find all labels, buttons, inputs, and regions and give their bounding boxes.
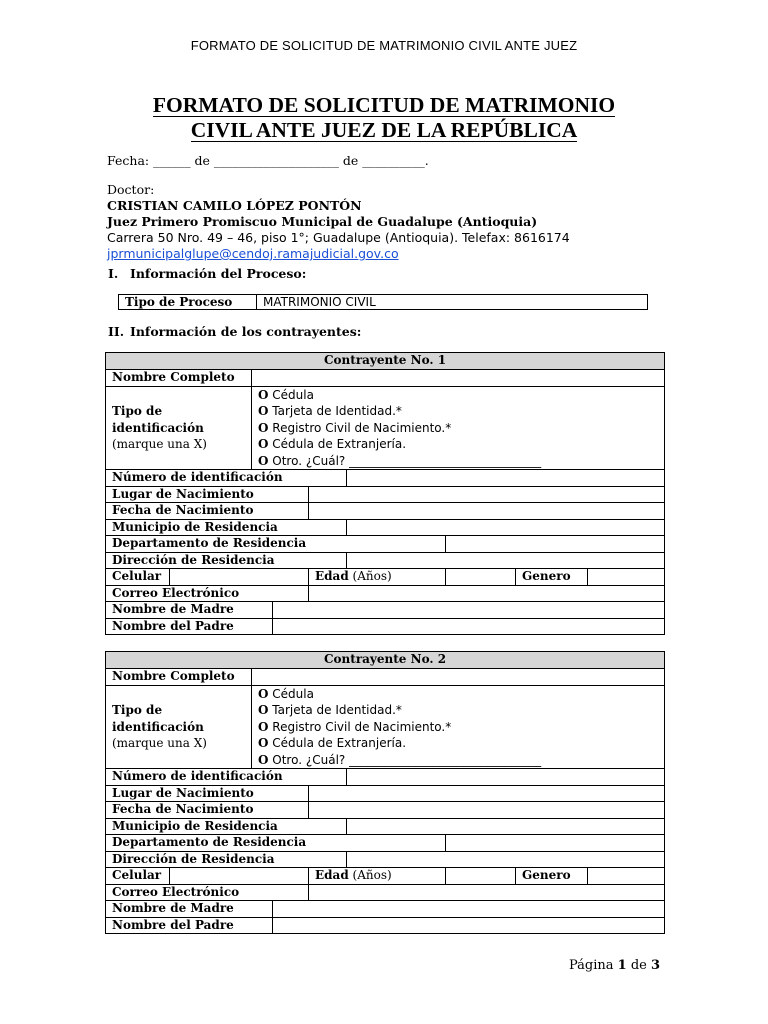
title-line-2: CIVIL ANTE JUEZ DE LA REPÚBLICA bbox=[190, 118, 578, 142]
departamento-field[interactable] bbox=[446, 536, 665, 553]
madre-field[interactable] bbox=[273, 901, 665, 918]
nombre-completo-field[interactable] bbox=[252, 370, 665, 387]
date-line: Fecha: ______ de ____________________ de __________. bbox=[107, 153, 429, 168]
municipio-field[interactable] bbox=[347, 818, 665, 835]
departamento-field[interactable] bbox=[446, 835, 665, 852]
municipio-label: Municipio de Residencia bbox=[106, 519, 347, 536]
option-registro-civil[interactable]: O Registro Civil de Nacimiento.* bbox=[258, 719, 452, 734]
contrayente-1-table bbox=[105, 352, 665, 635]
court-address: Carrera 50 Nro. 49 – 46, piso 1°; Guadalupe (Antioquia). Telefax: 8616174 bbox=[107, 230, 570, 245]
option-cedula-extranjeria[interactable]: O Cédula de Extranjería. bbox=[258, 736, 407, 750]
section-2-heading: II. Información de los contrayentes: bbox=[108, 324, 362, 339]
process-type-label: Tipo de Proceso bbox=[119, 295, 257, 310]
madre-label: Nombre de Madre bbox=[106, 602, 273, 619]
genero-label: Genero bbox=[516, 569, 588, 586]
madre-field[interactable] bbox=[273, 602, 665, 619]
direccion-field[interactable] bbox=[347, 851, 665, 868]
option-cedula[interactable]: O Cédula bbox=[258, 387, 314, 402]
option-tarjeta-identidad[interactable]: O Tarjeta de Identidad.* bbox=[258, 703, 402, 717]
correo-field[interactable] bbox=[309, 585, 665, 602]
option-otro[interactable]: O Otro. ¿Cuál? ________________________________ bbox=[258, 752, 542, 767]
edad-label: Edad (Años) bbox=[309, 868, 446, 885]
numero-id-field[interactable] bbox=[347, 769, 665, 786]
celular-label: Celular bbox=[106, 868, 170, 885]
departamento-label: Departamento de Residencia bbox=[106, 835, 446, 852]
tipo-id-options bbox=[252, 386, 665, 470]
municipio-field[interactable] bbox=[347, 519, 665, 536]
correo-field[interactable] bbox=[309, 884, 665, 901]
fecha-nac-field[interactable] bbox=[309, 503, 665, 520]
direccion-label: Dirección de Residencia bbox=[106, 552, 347, 569]
contrayente-1-header: Contrayente No. 1 bbox=[106, 353, 665, 370]
lugar-nac-field[interactable] bbox=[309, 785, 665, 802]
lugar-nac-label: Lugar de Nacimiento bbox=[106, 785, 309, 802]
correo-label: Correo Electrónico bbox=[106, 585, 309, 602]
edad-label: Edad (Años) bbox=[309, 569, 446, 586]
judge-name: CRISTIAN CAMILO LÓPEZ PONTÓN bbox=[107, 198, 362, 213]
lugar-nac-field[interactable] bbox=[309, 486, 665, 503]
option-tarjeta-identidad[interactable]: O Tarjeta de Identidad.* bbox=[258, 404, 402, 418]
option-registro-civil[interactable]: O Registro Civil de Nacimiento.* bbox=[258, 420, 452, 435]
fecha-nac-field[interactable] bbox=[309, 802, 665, 819]
addressee-block bbox=[107, 182, 570, 262]
process-type-value: MATRIMONIO CIVIL bbox=[257, 295, 648, 310]
option-otro[interactable]: O Otro. ¿Cuál? ________________________________ bbox=[258, 453, 542, 468]
running-header: FORMATO DE SOLICITUD DE MATRIMONIO CIVIL ANTE JUEZ bbox=[190, 38, 578, 53]
document-title bbox=[0, 93, 768, 143]
fecha-nac-label: Fecha de Nacimiento bbox=[106, 503, 309, 520]
direccion-label: Dirección de Residencia bbox=[106, 851, 347, 868]
tipo-id-label: Tipo de identificación (marque una X) bbox=[106, 685, 252, 769]
court-email-link[interactable]: jprmunicipalglupe@cendoj.ramajudicial.gov.co bbox=[107, 246, 399, 261]
section-1-heading: I. Información del Proceso: bbox=[108, 266, 307, 281]
contrayente-2-table bbox=[105, 651, 665, 934]
nombre-completo-label: Nombre Completo bbox=[106, 669, 252, 686]
padre-label: Nombre del Padre bbox=[106, 618, 273, 635]
nombre-completo-label: Nombre Completo bbox=[106, 370, 252, 387]
process-table bbox=[118, 294, 648, 310]
departamento-label: Departamento de Residencia bbox=[106, 536, 446, 553]
genero-label: Genero bbox=[516, 868, 588, 885]
genero-field[interactable] bbox=[588, 868, 665, 885]
correo-label: Correo Electrónico bbox=[106, 884, 309, 901]
contrayente-2-header: Contrayente No. 2 bbox=[106, 652, 665, 669]
fecha-nac-label: Fecha de Nacimiento bbox=[106, 802, 309, 819]
genero-field[interactable] bbox=[588, 569, 665, 586]
tipo-id-label: Tipo de identificación (marque una X) bbox=[106, 386, 252, 470]
padre-field[interactable] bbox=[273, 917, 665, 934]
lugar-nac-label: Lugar de Nacimiento bbox=[106, 486, 309, 503]
numero-id-label: Número de identificación bbox=[106, 769, 347, 786]
celular-field[interactable] bbox=[170, 569, 309, 586]
padre-label: Nombre del Padre bbox=[106, 917, 273, 934]
edad-field[interactable] bbox=[446, 569, 516, 586]
celular-field[interactable] bbox=[170, 868, 309, 885]
nombre-completo-field[interactable] bbox=[252, 669, 665, 686]
judge-position: Juez Primero Promiscuo Municipal de Guadalupe (Antioquia) bbox=[107, 214, 538, 229]
numero-id-field[interactable] bbox=[347, 470, 665, 487]
tipo-id-options bbox=[252, 685, 665, 769]
page-number: Página 1 de 3 bbox=[569, 958, 661, 973]
title-line-1: FORMATO DE SOLICITUD DE MATRIMONIO bbox=[152, 93, 616, 117]
padre-field[interactable] bbox=[273, 618, 665, 635]
municipio-label: Municipio de Residencia bbox=[106, 818, 347, 835]
direccion-field[interactable] bbox=[347, 552, 665, 569]
salutation: Doctor: bbox=[107, 182, 155, 197]
edad-field[interactable] bbox=[446, 868, 516, 885]
option-cedula-extranjeria[interactable]: O Cédula de Extranjería. bbox=[258, 437, 407, 451]
madre-label: Nombre de Madre bbox=[106, 901, 273, 918]
numero-id-label: Número de identificación bbox=[106, 470, 347, 487]
option-cedula[interactable]: O Cédula bbox=[258, 686, 314, 701]
celular-label: Celular bbox=[106, 569, 170, 586]
